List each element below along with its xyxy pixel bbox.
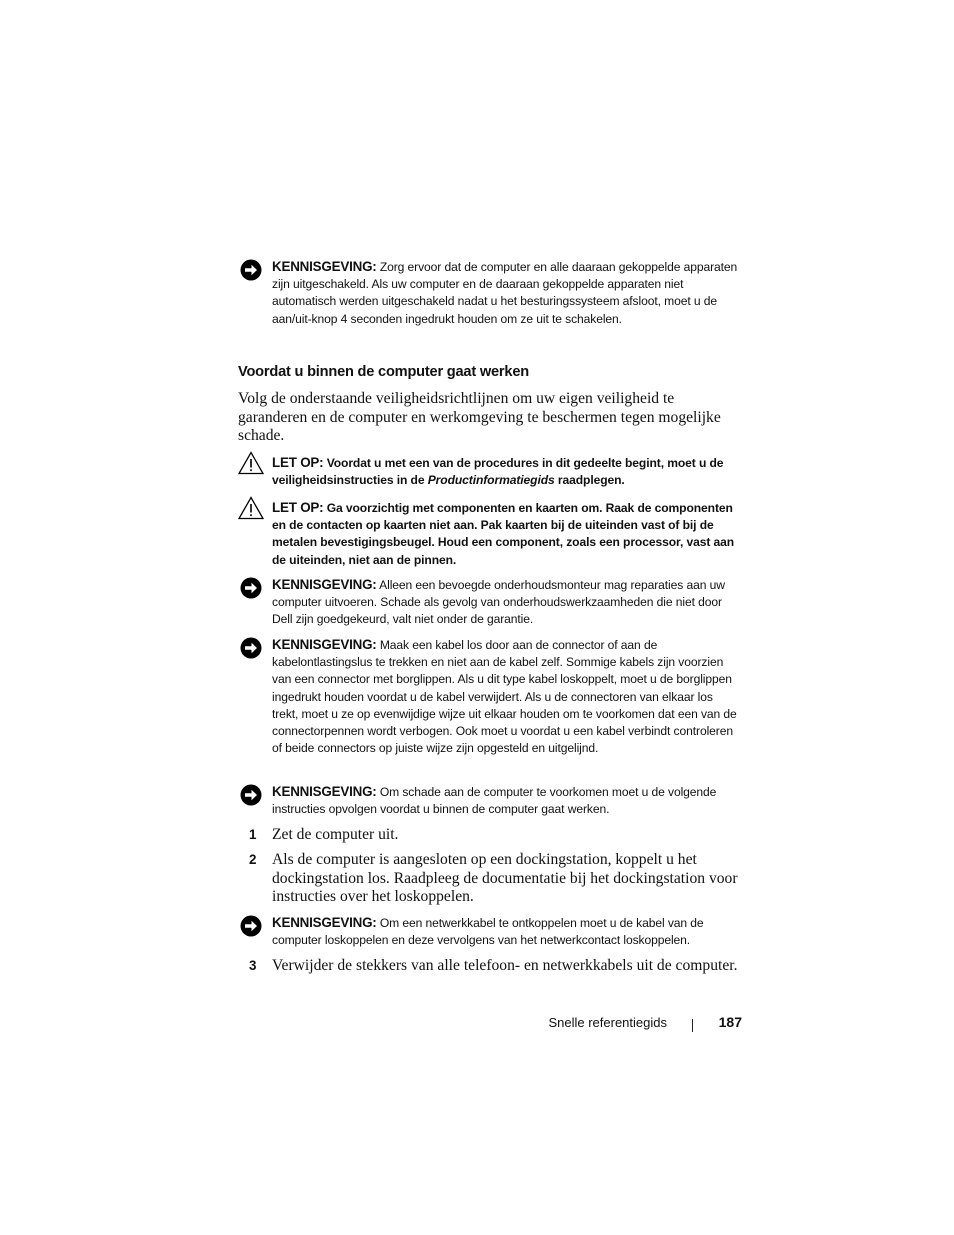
notice-icon bbox=[240, 259, 262, 281]
caution-block bbox=[238, 454, 738, 489]
step-text: Verwijder de stekkers van alle telefoon- en netwerkkabels uit de computer. bbox=[272, 957, 738, 974]
notice-label: KENNISGEVING: bbox=[272, 915, 377, 930]
list-item bbox=[238, 957, 738, 976]
notice-label: KENNISGEVING: bbox=[272, 784, 377, 799]
caution-label: LET OP: bbox=[272, 455, 324, 470]
caution-doc-title: Productinformatiegids bbox=[427, 473, 555, 488]
notice-text: Alleen een bevoegde onderhoudsmonteur mag reparaties aan uw computer uitvoeren. Schade als gevolg van onderhoudswerkzaamheden die niet door Dell zijn goedgekeurd, valt niet onder de garantie. bbox=[272, 578, 725, 627]
caution-text: Ga voorzichtig met componenten en kaarten om. Raak de componenten en de contacten op kaarten niet aan. Pak kaarten bij de uiteinden vast of bij de metalen bevestigingsbeugel. Houd een component, zoals een processor, vast aan de uiteinden, niet aan de pinnen. bbox=[272, 501, 735, 567]
notice-icon bbox=[240, 577, 262, 599]
section-heading: Voordat u binnen de computer gaat werken bbox=[238, 364, 529, 380]
caution-block bbox=[238, 499, 738, 569]
step-number: 1 bbox=[249, 827, 257, 842]
notice-icon bbox=[240, 784, 262, 806]
notice-label: KENNISGEVING: bbox=[272, 259, 377, 274]
notice-text: Om schade aan de computer te voorkomen moet u de volgende instructies opvolgen voordat u binnen de computer gaat werken. bbox=[272, 785, 717, 817]
notice-text: Maak een kabel los door aan de connector of aan de kabelontlastingslus te trekken en niet aan de kabel zelf. Sommige kabels zijn voorzien van een connector met borglippen. Als u dit type kabel loskoppelt, moet u de borglippen ingedrukt houden voordat u de kabel verwijdert. Als u de connectoren van elkaar los trekt, moet u ze op evenwijdige wijze uit elkaar houden om te voorkomen dat een van de connectorpennen wordt verbogen. Ook moet u voordat u een kabel verbindt controleren of beide connectors op juiste wijze zijn opgesteld en uitgelijnd. bbox=[272, 638, 737, 756]
page-number: 187 bbox=[718, 1014, 742, 1030]
intro-paragraph: Volg de onderstaande veiligheidsrichtlijnen om uw eigen veiligheid te garanderen en de computer en werkomgeving te beschermen tegen mogelijke schade. bbox=[238, 390, 721, 445]
list-item bbox=[238, 851, 738, 907]
footer-divider bbox=[692, 1019, 693, 1032]
caution-text: Voordat u met een van de procedures in dit gedeelte begint, moet u de veiligheidsinstructies in de bbox=[272, 456, 724, 488]
caution-text-end: raadplegen. bbox=[557, 473, 625, 488]
notice-block bbox=[238, 576, 738, 629]
notice-label: KENNISGEVING: bbox=[272, 577, 377, 592]
notice-block bbox=[238, 783, 738, 818]
step-number: 3 bbox=[249, 958, 257, 973]
notice-block bbox=[238, 636, 738, 757]
step-number: 2 bbox=[249, 852, 257, 867]
caution-icon bbox=[238, 496, 264, 520]
notice-icon bbox=[240, 915, 262, 937]
notice-text: Zorg ervoor dat de computer en alle daaraan gekoppelde apparaten zijn uitgeschakeld. Als uw computer en de daaraan gekoppelde apparaten niet automatisch werden uitgeschakeld nadat u het besturingssysteem afsloot, moet u de aan/uit-knop 4 seconden ingedrukt houden om ze uit te schakelen. bbox=[272, 260, 738, 326]
notice-block bbox=[238, 258, 738, 328]
notice-text: Om een netwerkkabel te ontkoppelen moet u de kabel van de computer loskoppelen en deze vervolgens van het netwerkcontact loskoppelen. bbox=[272, 916, 704, 948]
step-text: Als de computer is aangesloten op een dockingstation, koppelt u het dockingstation los. Raadpleeg de documentatie bij het dockingstation voor instructies over het loskoppelen. bbox=[272, 851, 738, 906]
notice-block bbox=[238, 914, 738, 949]
caution-icon bbox=[238, 451, 264, 475]
step-text: Zet de computer uit. bbox=[272, 826, 399, 843]
notice-icon bbox=[240, 637, 262, 659]
footer-section-title: Snelle referentiegids bbox=[548, 1015, 667, 1030]
caution-label: LET OP: bbox=[272, 500, 324, 515]
notice-label: KENNISGEVING: bbox=[272, 637, 377, 652]
list-item bbox=[238, 826, 738, 845]
